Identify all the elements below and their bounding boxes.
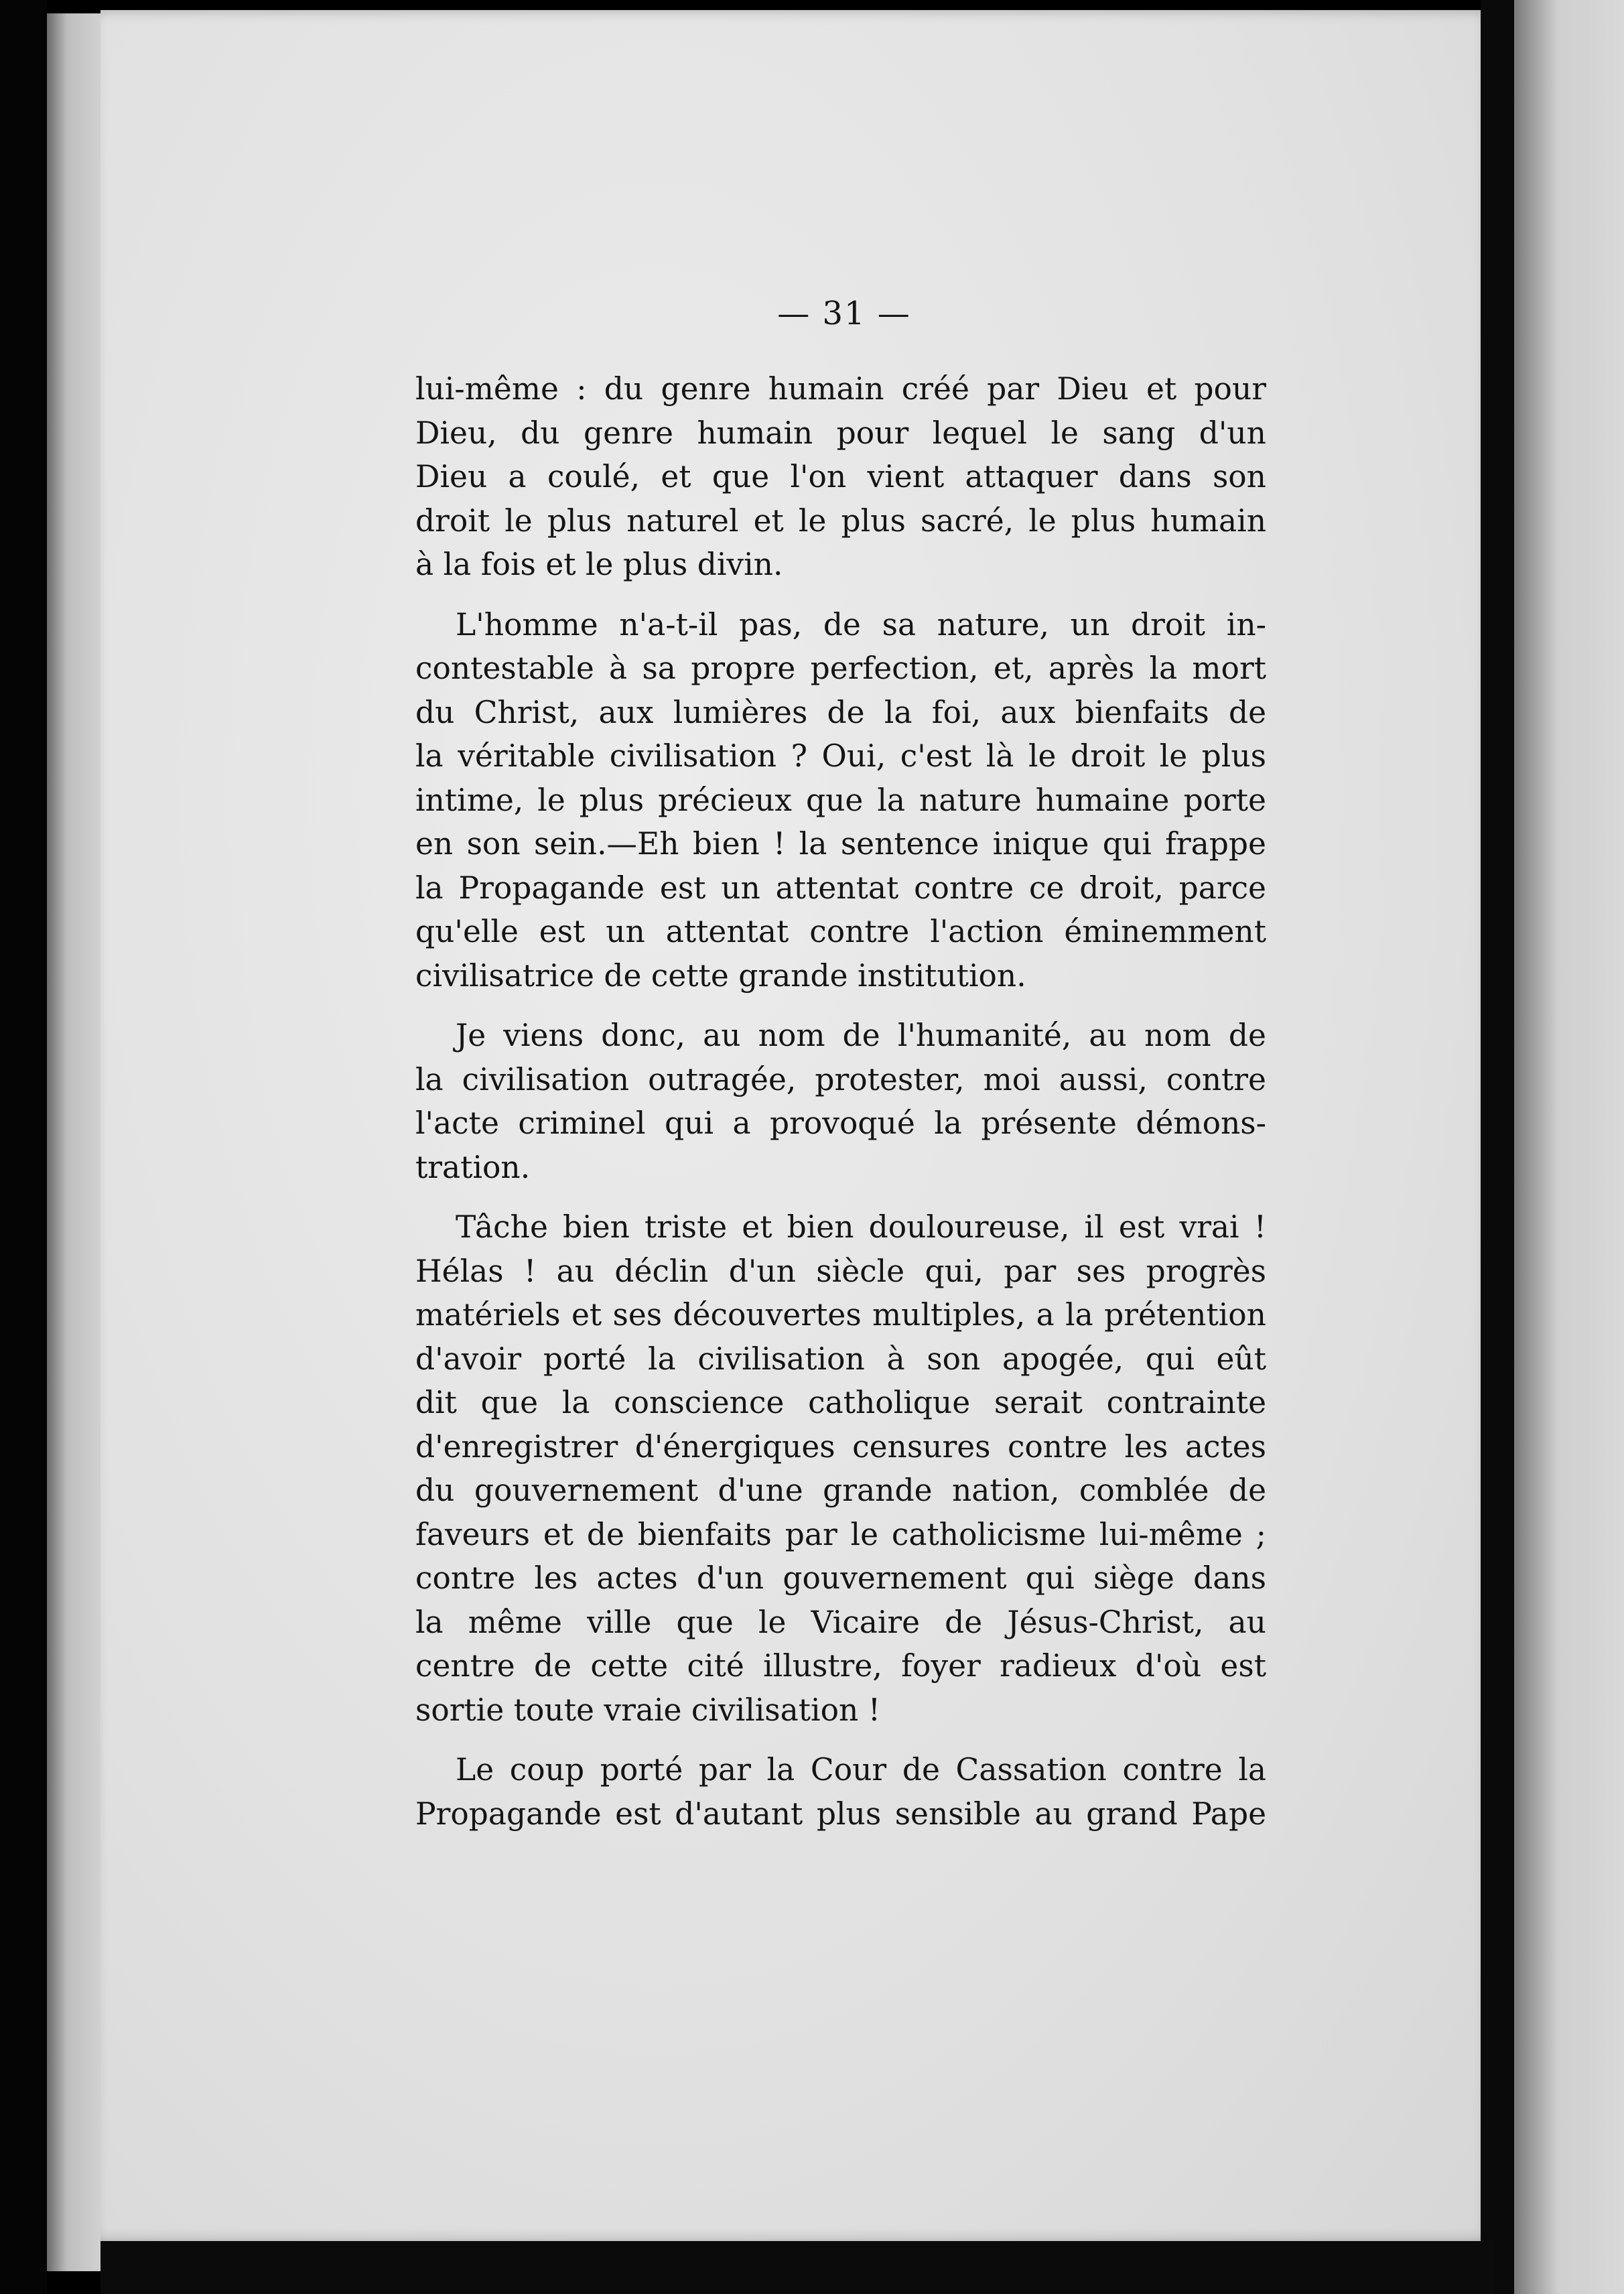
page-number: — 31 — — [777, 295, 911, 332]
text-line: la véritable civilisation ? Oui, c'est là le droit le plus — [415, 738, 1266, 774]
text-line: du gouvernement d'une grande nation, comblée de — [415, 1473, 1266, 1508]
text-line: faveurs et de bienfaits par le catholicisme lui-même ; — [415, 1516, 1266, 1552]
paragraph-2 — [415, 603, 1266, 998]
text-line: l'acte criminel qui a provoqué la présente démons- — [415, 1105, 1266, 1141]
scan-right-border — [1481, 0, 1514, 2294]
text-line: tration. — [415, 1149, 531, 1185]
text-line: civilisatrice de cette grande institution. — [415, 957, 1026, 994]
text-line: lui-même : du genre humain créé par Dieu et pour — [415, 371, 1266, 407]
text-line: droit le plus naturel et le plus sacré, le plus humain — [415, 502, 1266, 539]
text-line: Je viens donc, au nom de l'humanité, au nom de — [456, 1018, 1266, 1053]
text-line: la Propagande est un attentat contre ce droit, parce — [415, 870, 1266, 906]
text-line: Propagande est d'autant plus sensible au grand Pape — [415, 1796, 1266, 1832]
text-line: en son sein.—Eh bien ! la sentence inique qui frappe — [415, 826, 1266, 862]
text-line: matériels et ses découvertes multiples, a la prétention — [415, 1297, 1266, 1333]
text-line: intime, le plus précieux que la nature humaine porte — [415, 782, 1266, 818]
text-line: du Christ, aux lumières de la foi, aux bienfaits de — [415, 694, 1266, 730]
text-line: Le coup porté par la Cour de Cassation contre la — [456, 1752, 1266, 1787]
body-text — [415, 367, 1266, 1836]
paragraph-3 — [415, 1014, 1266, 1189]
text-line: dit que la conscience catholique serait contrainte — [415, 1385, 1266, 1420]
paragraph-4 — [415, 1205, 1266, 1732]
scan-left-strip — [0, 0, 47, 2294]
scan-bottom-band — [100, 2241, 1494, 2294]
text-line: d'avoir porté la civilisation à son apogée, qui eût — [415, 1341, 1266, 1377]
text-line: Dieu a coulé, et que l'on vient attaquer dans son — [415, 459, 1266, 494]
text-line: Hélas ! au déclin d'un siècle qui, par ses progrès — [415, 1253, 1266, 1289]
text-line: centre de cette cité illustre, foyer radieux d'où est — [415, 1648, 1266, 1684]
text-line: contestable à sa propre perfection, et, après la mort — [415, 651, 1266, 686]
text-line: contre les actes d'un gouvernement qui siège dans — [415, 1560, 1266, 1596]
text-line: sortie toute vraie civilisation ! — [415, 1692, 881, 1728]
text-line: qu'elle est un attentat contre l'action éminemment — [415, 914, 1266, 949]
text-line: la même ville que le Vicaire de Jésus-Christ, au — [415, 1604, 1266, 1640]
text-line: la civilisation outragée, protester, moi aussi, contre — [415, 1061, 1266, 1097]
text-line: Dieu, du genre humain pour lequel le sang d'un — [415, 415, 1266, 451]
paragraph-5 — [415, 1748, 1266, 1836]
paragraph-1 — [415, 367, 1266, 587]
text-line: à la fois et le plus divin. — [415, 547, 783, 582]
text-line: Tâche bien triste et bien douloureuse, il est vrai ! — [456, 1209, 1266, 1245]
text-line: d'enregistrer d'énergiques censures contre les actes — [415, 1428, 1266, 1465]
text-line: L'homme n'a-t-il pas, de sa nature, un droit in- — [456, 606, 1266, 643]
next-page-leaf — [1514, 0, 1624, 2294]
